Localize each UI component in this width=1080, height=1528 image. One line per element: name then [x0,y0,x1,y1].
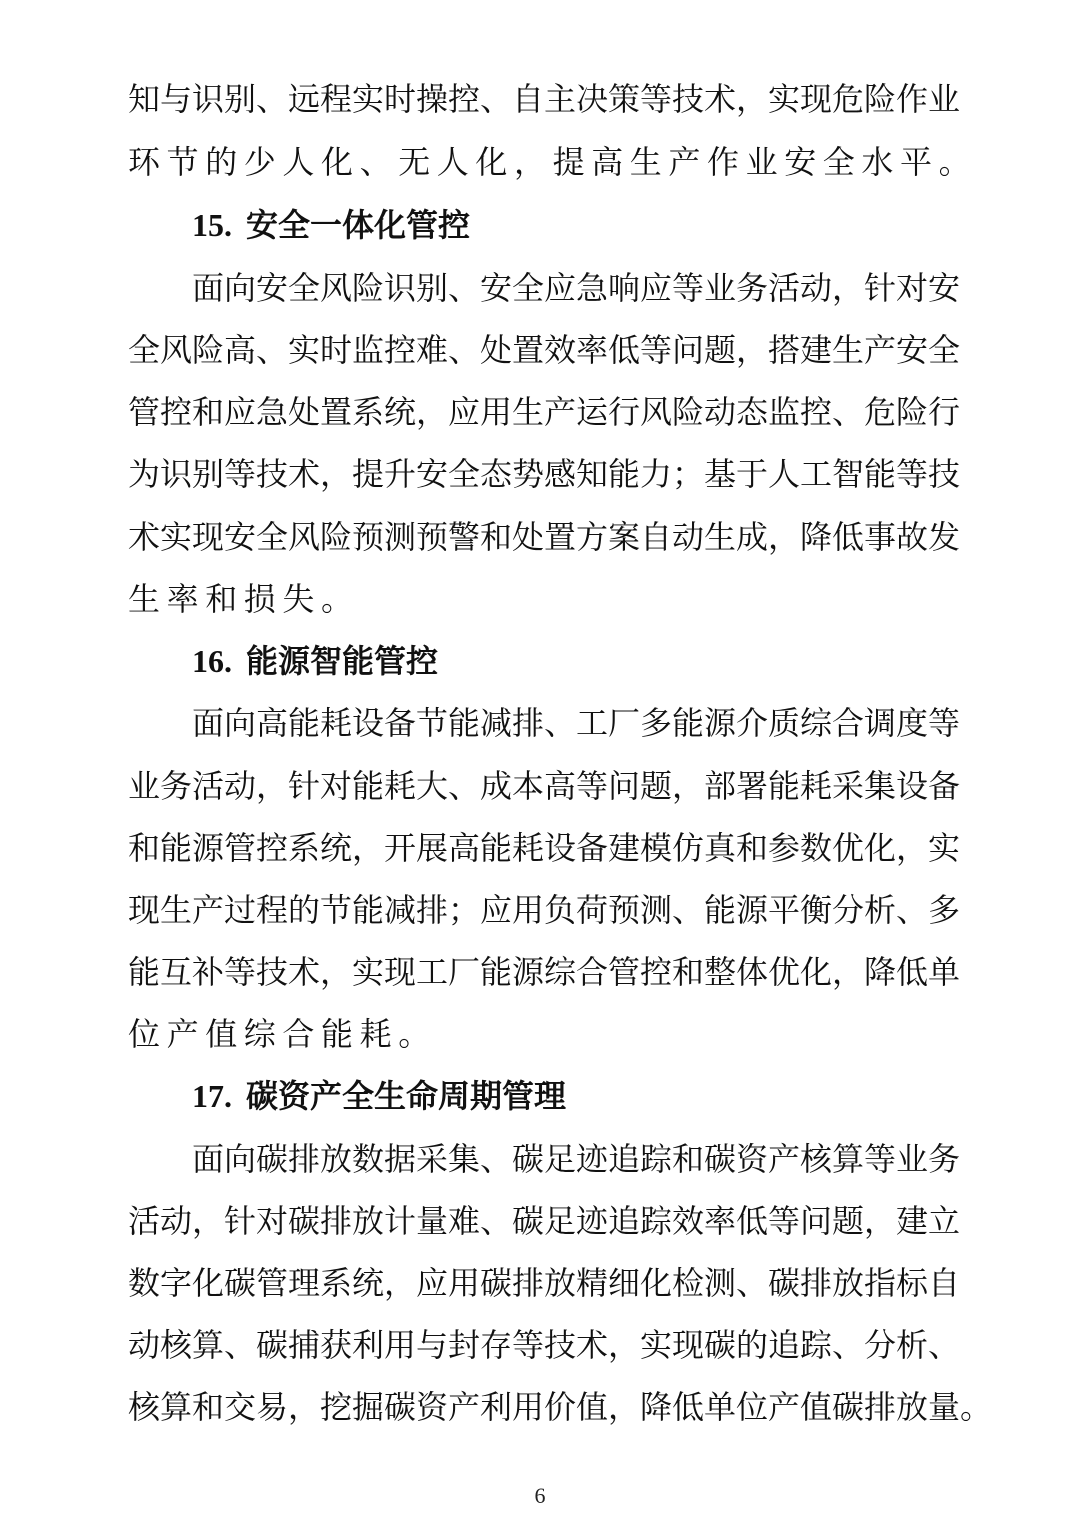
section-number: 16. [192,643,232,679]
section-title: 碳资产全生命周期管理 [246,1077,567,1115]
paragraph-line: 为识别等技术，提升安全态势感知能力；基于人工智能等技 [128,455,961,493]
paragraph-line: 动核算、碳捕获利用与封存等技术，实现碳的追踪、分析、 [128,1326,961,1364]
paragraph-line: 知与识别、远程实时操控、自主决策等技术，实现危险作业 [128,80,961,118]
section-heading [192,636,438,686]
paragraph-line: 位产值综合能耗。 [128,1015,437,1053]
paragraph-line: 环节的少人化、无人化，提高生产作业安全水平。 [128,143,978,181]
paragraph-line: 管控和应急处置系统，应用生产运行风险动态监控、危险行 [128,393,961,431]
paragraph-line: 核算和交易，挖掘碳资产利用价值，降低单位产值碳排放量。 [128,1388,993,1426]
paragraph-line: 业务活动，针对能耗大、成本高等问题，部署能耗采集设备 [128,767,961,805]
paragraph-line: 和能源管控系统，开展高能耗设备建模仿真和参数优化，实 [128,829,961,867]
paragraph-line: 面向高能耗设备节能减排、工厂多能源介质综合调度等 [192,704,961,742]
paragraph-line: 全风险高、实时监控难、处置效率低等问题，搭建生产安全 [128,331,961,369]
paragraph-line: 面向碳排放数据采集、碳足迹追踪和碳资产核算等业务 [192,1140,961,1178]
paragraph-line: 生率和损失。 [128,580,360,618]
section-title: 能源智能管控 [246,642,439,680]
section-title: 安全一体化管控 [246,206,471,244]
paragraph-line: 数字化碳管理系统，应用碳排放精细化检测、碳排放指标自 [128,1264,961,1302]
page-number: 6 [534,1483,546,1508]
paragraph-line: 面向安全风险识别、安全应急响应等业务活动，针对安 [192,269,961,307]
paragraph-line: 活动，针对碳排放计量难、碳足迹追踪效率低等问题，建立 [128,1202,961,1240]
section-heading [192,200,470,250]
section-heading [192,1071,566,1121]
paragraph-line: 现生产过程的节能减排；应用负荷预测、能源平衡分析、多 [128,891,961,929]
paragraph-line: 术实现安全风险预测预警和处置方案自动生成，降低事故发 [128,518,961,556]
section-number: 17. [192,1078,232,1114]
paragraph-line: 能互补等技术，实现工厂能源综合管控和整体优化，降低单 [128,953,961,991]
section-number: 15. [192,207,232,243]
